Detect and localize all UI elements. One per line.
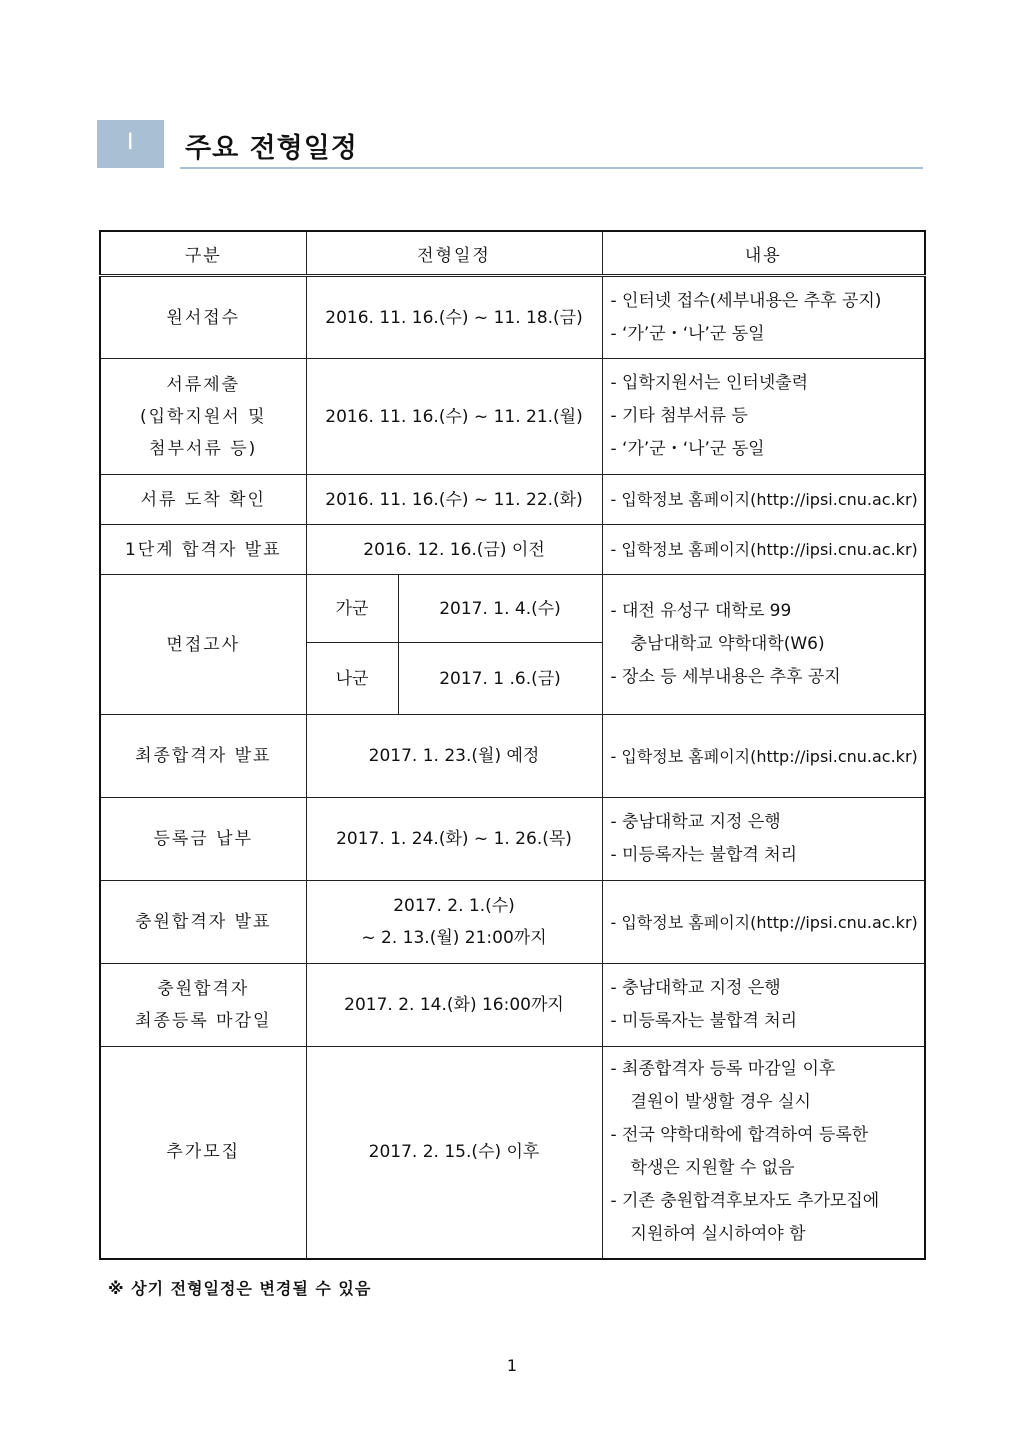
row-date: 2017. 1. 4.(수): [398, 575, 602, 643]
row-content: - 충남대학교 지정 은행 - 미등록자는 불합격 처리: [602, 798, 925, 881]
section-number: Ⅰ: [127, 130, 134, 155]
row-date: 2017. 2. 14.(화) 16:00까지: [306, 964, 602, 1047]
row-content: - 입학정보 홈페이지(http://ipsi.cnu.ac.kr): [602, 881, 925, 964]
row-category: 등록금 납부: [100, 798, 306, 881]
row-date: 2016. 11. 16.(수) ~ 11. 21.(월): [306, 359, 602, 475]
table-row: [100, 964, 925, 1047]
row-category: 최종합격자 발표: [100, 715, 306, 798]
row-content: - 최종합격자 등록 마감일 이후 결원이 발생할 경우 실시 - 전국 약학대학에 합격하여 등록한 학생은 지원할 수 없음 - 기존 충원합격후보자도 추가모집에 지원하여 실시하여야 함: [602, 1047, 925, 1259]
header-content: 내용: [602, 231, 925, 276]
row-category: 원서접수: [100, 276, 306, 359]
row-date: 2017. 2. 1.(수) ~ 2. 13.(월) 21:00까지: [306, 881, 602, 964]
row-category: 면접고사: [100, 575, 306, 715]
row-date: 2017. 1 .6.(금): [398, 643, 602, 715]
title-rule: [180, 167, 923, 169]
row-category: 1단계 합격자 발표: [100, 525, 306, 575]
header-category: 구분: [100, 231, 306, 276]
footnote: ※ 상기 전형일정은 변경될 수 있음: [108, 1279, 372, 1298]
row-date: 2016. 11. 16.(수) ~ 11. 18.(금): [306, 276, 602, 359]
row-category: 서류 도착 확인: [100, 475, 306, 525]
header-schedule: 전형일정: [306, 231, 602, 276]
row-date: 2016. 11. 16.(수) ~ 11. 22.(화): [306, 475, 602, 525]
table-header-row: [100, 231, 925, 276]
row-content: - 인터넷 접수(세부내용은 추후 공지) - ‘가’군・‘나’군 동일: [602, 276, 925, 359]
row-category: 추가모집: [100, 1047, 306, 1259]
section-number-box: [97, 120, 164, 168]
row-subgroup: 나군: [306, 643, 398, 715]
row-content: - 입학지원서는 인터넷출력 - 기타 첨부서류 등 - ‘가’군・‘나’군 동일: [602, 359, 925, 475]
row-content: - 대전 유성구 대학로 99 충남대학교 약학대학(W6) - 장소 등 세부내용은 추후 공지: [602, 575, 925, 715]
row-subgroup: 가군: [306, 575, 398, 643]
row-date: 2017. 1. 24.(화) ~ 1. 26.(목): [306, 798, 602, 881]
table-row: [100, 525, 925, 575]
table-row: [100, 798, 925, 881]
row-category: 서류제출 (입학지원서 및 첨부서류 등): [100, 359, 306, 475]
table-row: [100, 359, 925, 475]
row-category: 충원합격자 최종등록 마감일: [100, 964, 306, 1047]
table-row: [100, 276, 925, 359]
row-content: - 입학정보 홈페이지(http://ipsi.cnu.ac.kr): [602, 475, 925, 525]
row-category: 충원합격자 발표: [100, 881, 306, 964]
row-content: - 입학정보 홈페이지(http://ipsi.cnu.ac.kr): [602, 715, 925, 798]
schedule-table: [99, 230, 926, 1260]
table-row: [100, 1047, 925, 1259]
table-row: [100, 881, 925, 964]
row-date: 2017. 2. 15.(수) 이후: [306, 1047, 602, 1259]
table-row: [100, 575, 925, 643]
section-title: 주요 전형일정: [185, 133, 358, 164]
row-content: - 충남대학교 지정 은행 - 미등록자는 불합격 처리: [602, 964, 925, 1047]
row-date: 2016. 12. 16.(금) 이전: [306, 525, 602, 575]
table-row: [100, 475, 925, 525]
row-date: 2017. 1. 23.(월) 예정: [306, 715, 602, 798]
page-number: 1: [506, 1356, 518, 1375]
row-content: - 입학정보 홈페이지(http://ipsi.cnu.ac.kr): [602, 525, 925, 575]
table-row: [100, 715, 925, 798]
